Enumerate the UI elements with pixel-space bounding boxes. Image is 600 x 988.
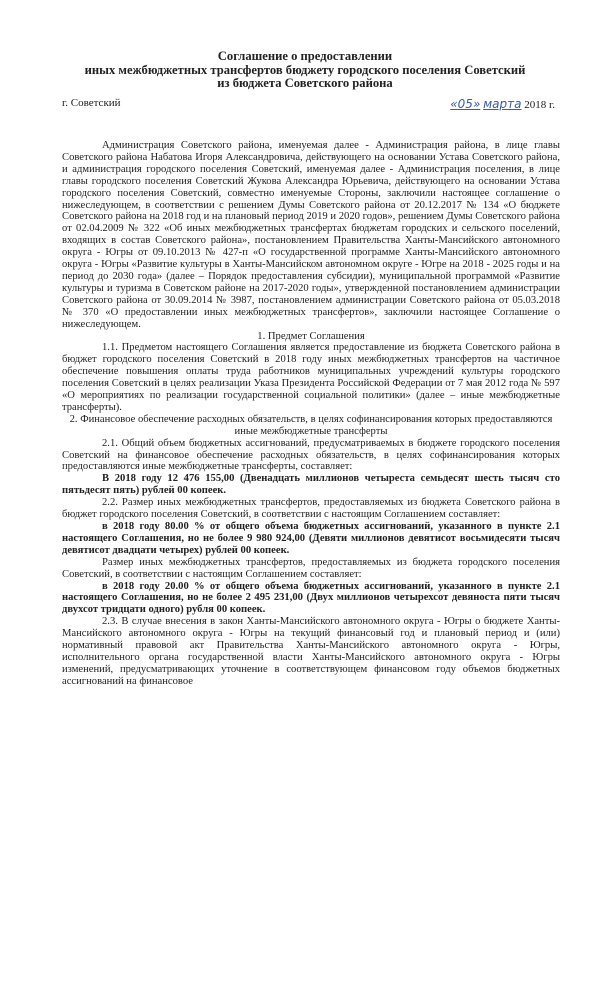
title-line-1: Соглашение о предоставлении — [217, 49, 393, 63]
title-line-2: иных межбюджетных трансфертов бюджету городского поселения Советский — [84, 62, 526, 77]
preamble-paragraph: Администрация Советского района, именуемая далее - Администрация района, в лице главы Советского района Набатова Игоря Александровича, действующего на основании Устава Советского района, и администрация городского поселения Советский, именуемая далее - Администрация поселения, в лице главы городского поселения Советский Жукова Александра Юрьевича, действующего на основании Устава городского поселения Советский, совместно именуемые Стороны, заключили настоящее соглашение о нижеследующем, в соответствии с решением Думы Советского района от 20.12.2017 № 134 «О бюджете Советского района на 2018 год и на плановый период 2019 и 2020 годов», решением Думы Советского района от 02.04.2009 № 322 «Об иных межбюджетных трансфертах бюджетам городских и сельского поселений, входящих в состав Советского района», постановлением Правительства Ханты-Мансийского автономного округа - Югры от 09.10.2013 № 427-п «О государственной программе Ханты-Мансийского автономного округа - Югры «Развитие культуры в Ханты-Мансийском автономном округе - Югре на 2018 - 2025 годы и на период до 2030 года» (далее – Порядок предоставления субсидии), муниципальной программой «Развитие культуры и туризма в Советском районе на 2017-2020 годы», утвержденной постановлением администрации Советского района от 30.09.2014 № 3987, постановлением администрации Советского района от 05.03.2018 № 370 «О предоставлении иных межбюджетных трансфертов», заключили настоящее Соглашение о нижеследующем. — [62, 140, 560, 330]
city-label: г. Советский — [62, 97, 121, 109]
title-line-3: из бюджета Советского района — [217, 76, 393, 90]
section-1-heading: 1. Предмет Соглашения — [257, 330, 365, 342]
section-2-heading: 2. Финансовое обеспечение расходных обязательств, в целях софинансирования которых предоставляются иные межбюджетные трансферты — [69, 413, 553, 437]
paragraph-2-2: 2.2. Размер иных межбюджетных трансфертов, предоставляемых из бюджета Советского района в бюджет городского поселения Советский, в соответствии с настоящим Соглашением составляет: — [62, 497, 560, 521]
amount-2-1: В 2018 году 12 476 155,00 (Двенадцать миллионов четыреста семьдесят шесть тысяч сто пятьдесят пять) рублей 00 копеек. — [62, 473, 560, 497]
document-date — [450, 97, 555, 111]
date-month: марта — [483, 97, 522, 111]
amount-2-2-district: в 2018 году 80.00 % от общего объема бюджетных ассигнований, указанного в пункте 2.1 настоящего Соглашения, но не более 9 980 924,00 (Девяти миллионов девятисот восьмидесяти тысяч девятисот двадцати четырех) рублей 00 копеек. — [62, 521, 560, 556]
document-body — [62, 140, 560, 688]
paragraph-1-1: 1.1. Предметом настоящего Соглашения является предоставление из бюджета Советского района в бюджет городского поселения Советский в 2018 году иных межбюджетных трансфертов на частичное обеспечение повышения оплаты труда работников муниципальных учреждений культуры городского поселения Советский в целях реализации Указа Президента Российской Федерации от 7 мая 2012 года № 597 «О мероприятиях по реализации государственной социальной политики» (далее – иные межбюджетные трансферты). — [62, 342, 560, 413]
amount-2-2-settlement: в 2018 году 20.00 % от общего объема бюджетных ассигнований, указанного в пункте 2.1 настоящего Соглашения, но не более 2 495 231,00 (Двух миллионов четырехсот девяноста пяти тысяч двухсот тридцати одного) рубля 00 копеек. — [62, 580, 560, 616]
paragraph-2-3: 2.3. В случае внесения в закон Ханты-Мансийского автономного округа - Югры о бюджете Ханты-Мансийского автономного округа - Югры на текущий финансовый год и плановый период и (или) нормативный правовой акт Правительства Ханты-Мансийского автономного округа - Югры, исполнительного органа государственной власти Ханты-Мансийского автономного округа - Югры изменений, предусматривающих уточнение в соответствующем финансовом году объемов бюджетных ассигнований на финансовое — [62, 616, 560, 687]
paragraph-2-1: 2.1. Общий объем бюджетных ассигнований, предусматриваемых в бюджете городского поселения Советский на финансовое обеспечение расходных обязательств, в целях софинансирования которых предоставляются иные межбюджетные трансферты, составляет: — [62, 437, 560, 473]
date-open-quote: « — [450, 97, 458, 111]
paragraph-2-2b: Размер иных межбюджетных трансфертов, предоставляемых из бюджета городского поселения Советский, в соответствии с настоящим Соглашением составляет: — [62, 556, 560, 580]
date-day: 05 — [457, 97, 473, 111]
document-title — [60, 50, 550, 91]
date-year: 2018 г. — [524, 99, 555, 111]
date-close-quote: » — [472, 97, 481, 111]
